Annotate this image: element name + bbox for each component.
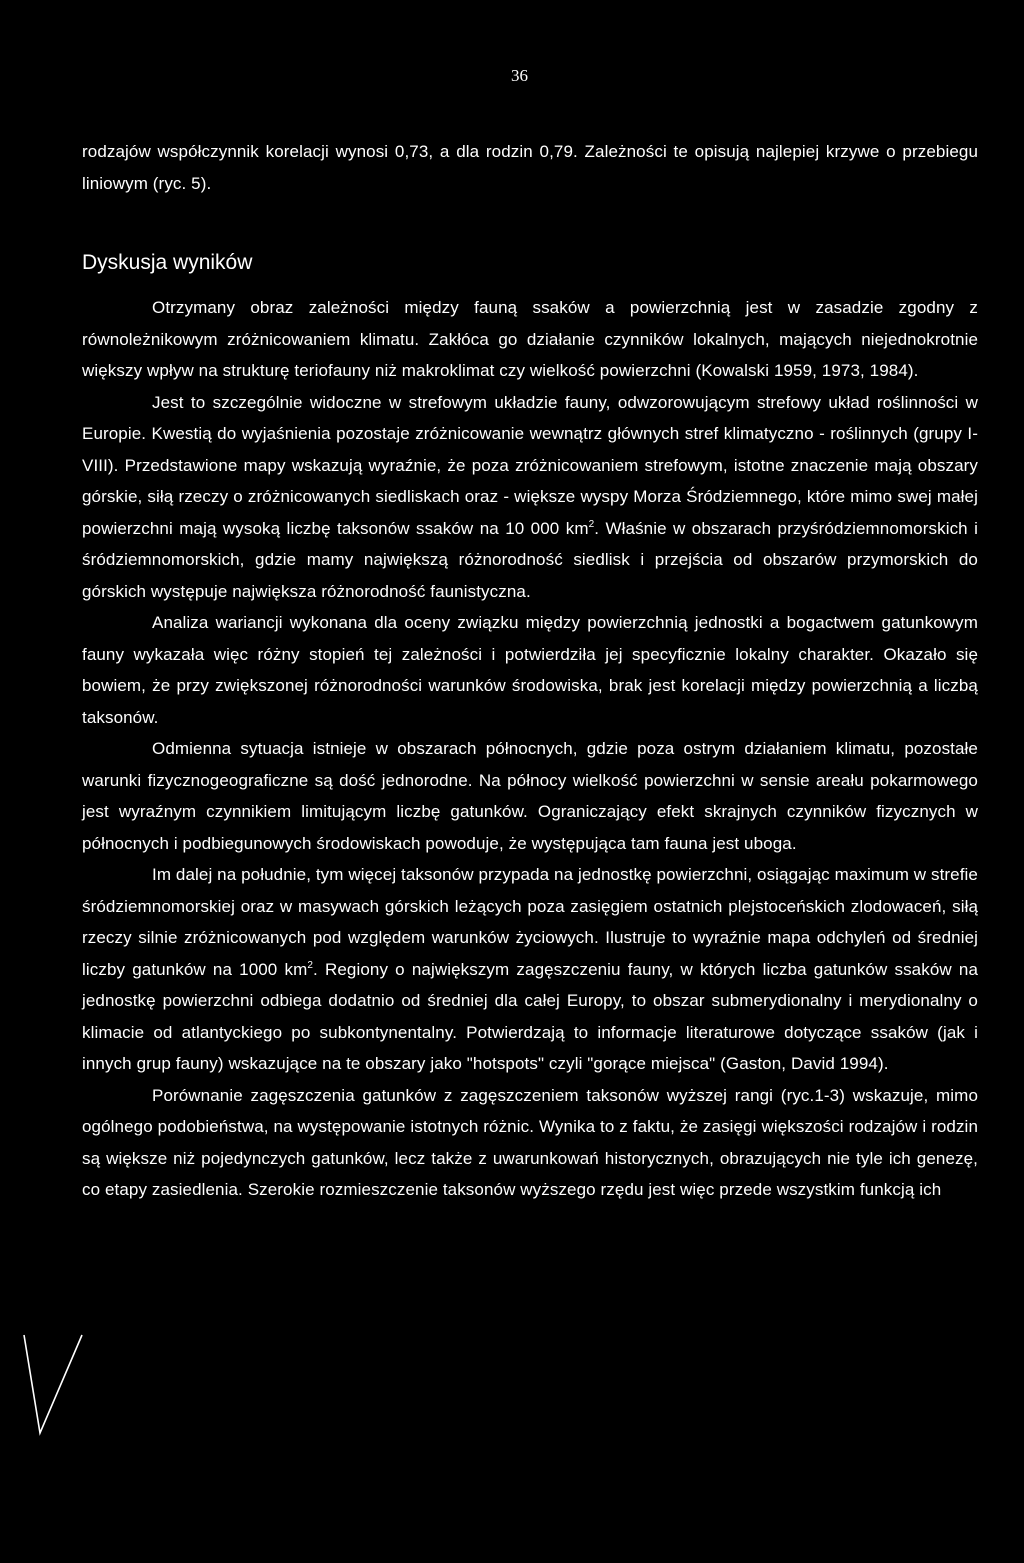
paragraph-6: Porównanie zagęszczenia gatunków z zagęszczeniem taksonów wyższej rangi (ryc.1-3) wskazuje, mimo ogólnego podobieństwa, na występowanie istotnych różnic. Wynika to z faktu, że zasięgi większości rodzajów i rodzin są większe niż pojedynczych gatunków, lecz także z uwarunkowań historycznych, obrazujących nie tyle ich genezę, co etapy zasiedlenia. Szerokie rozmieszczenie taksonów wyższego rzędu jest więc przede wszystkim funkcją ich xyxy=(82,1085,978,1199)
superscript: 2 xyxy=(307,959,314,971)
paragraph-4: Odmienna sytuacja istnieje w obszarach północnych, gdzie poza ostrym działaniem klimatu, pozostałe warunki fizycznogeograficzne są dość jednorodne. Na północy wielkość powierzchni w sensie areału pokarmowego jest wyraźnym czynnikiem limitującym liczbę gatunków. Ograniczający efekt skrajnych czynników fizycznych w północnych i podbiegunowych środowiskach powoduje, że występująca tam fauna jest uboga. xyxy=(82,739,978,853)
paragraph-2-text-b: . Właśnie w obszarach przyśródziemnomorskich i śródziemnomorskich, gdzie mamy największą różnorodność siedlisk i przejścia od obszarów przymorskich do górskich występuje największa różnorodność faunistyczna. xyxy=(82,518,978,601)
paragraph-5-text-b: . Regiony o największym zagęszczeniu fauny, w których liczba gatunków ssaków na jednostkę powierzchni odbiega dodatnio od średniej dla całej Europy, to obszar submerydionalny i merydionalny o klimacie od atlantyckiego po subkontynentalny. Potwierdzają to informacje literaturowe dotyczące ssaków (jak i innych grup fauny) wskazujące na te obszary jako "hotspots" czyli "gorące miejsca" (Gaston, David 1994). xyxy=(82,959,978,1073)
paragraph-2 xyxy=(82,387,978,608)
paragraph-5-text-a: Im dalej na południe, tym więcej taksonów przypada na jednostkę powierzchni, osiągając maximum w strefie śródziemnomorskiej oraz w masywach górskich leżących poza zasięgiem ostatnich plejstoceńskich zlodowaceń, siłą rzeczy silnie zróżnicowanych pod względem warunków życiowych. Ilustruje to wyraźnie mapa odchyleń od średniej liczby gatunków na 1000 km xyxy=(82,865,978,979)
paragraph-2-text-a: Jest to szczególnie widoczne w strefowym układzie fauny, odwzorowującym strefowy układ roślinności w Europie. Kwestią do wyjaśnienia pozostaje zróżnicowanie wewnątrz głównych stref klimatyczno - roślinnych (grupy I-VIII). Przedstawione mapy wskazują wyraźnie, że poza zróżnicowaniem strefowym, istotne znaczenie mają obszary górskie, siłą rzeczy o zróżnicowanych siedliskach oraz - większe wyspy Morza Śródziemnego, które mimo swej małej powierzchni mają wysoką liczbę taksonów ssaków na 10 000 km xyxy=(82,392,978,538)
superscript: 2 xyxy=(588,518,595,530)
paragraph-3: Analiza wariancji wykonana dla oceny związku między powierzchnią jednostki a bogactwem gatunkowym fauny wykazała więc różny stopień tej zależności i potwierdziła jej specyficznie lokalny charakter. Okazało się bowiem, że przy zwiększonej różnorodności warunków środowiska, brak jest korelacji między powierzchnią a liczbą taksonów. xyxy=(82,613,978,727)
page-number: 36 xyxy=(511,66,528,85)
paragraph-5 xyxy=(82,859,978,1080)
paragraph-1: Otrzymany obraz zależności między fauną ssaków a powierzchnią jest w zasadzie zgodny z równoleżnikowym zróżnicowaniem klimatu. Zakłóca go działanie czynników lokalnych, mających niejednokrotnie większy wpływ na strukturę teriofauny niż makroklimat czy wielkość powierzchni (Kowalski 1959, 1973, 1984). xyxy=(82,298,978,380)
margin-annotation-mark xyxy=(22,1333,84,1437)
intro-paragraph-block xyxy=(82,136,978,199)
intro-paragraph: rodzajów współczynnik korelacji wynosi 0,73, a dla rodzin 0,79. Zależności te opisują najlepiej krzywe o przebiegu liniowym (ryc. 5). xyxy=(82,142,978,193)
body-text xyxy=(82,292,978,1206)
section-heading: Dyskusja wyników xyxy=(82,251,253,274)
